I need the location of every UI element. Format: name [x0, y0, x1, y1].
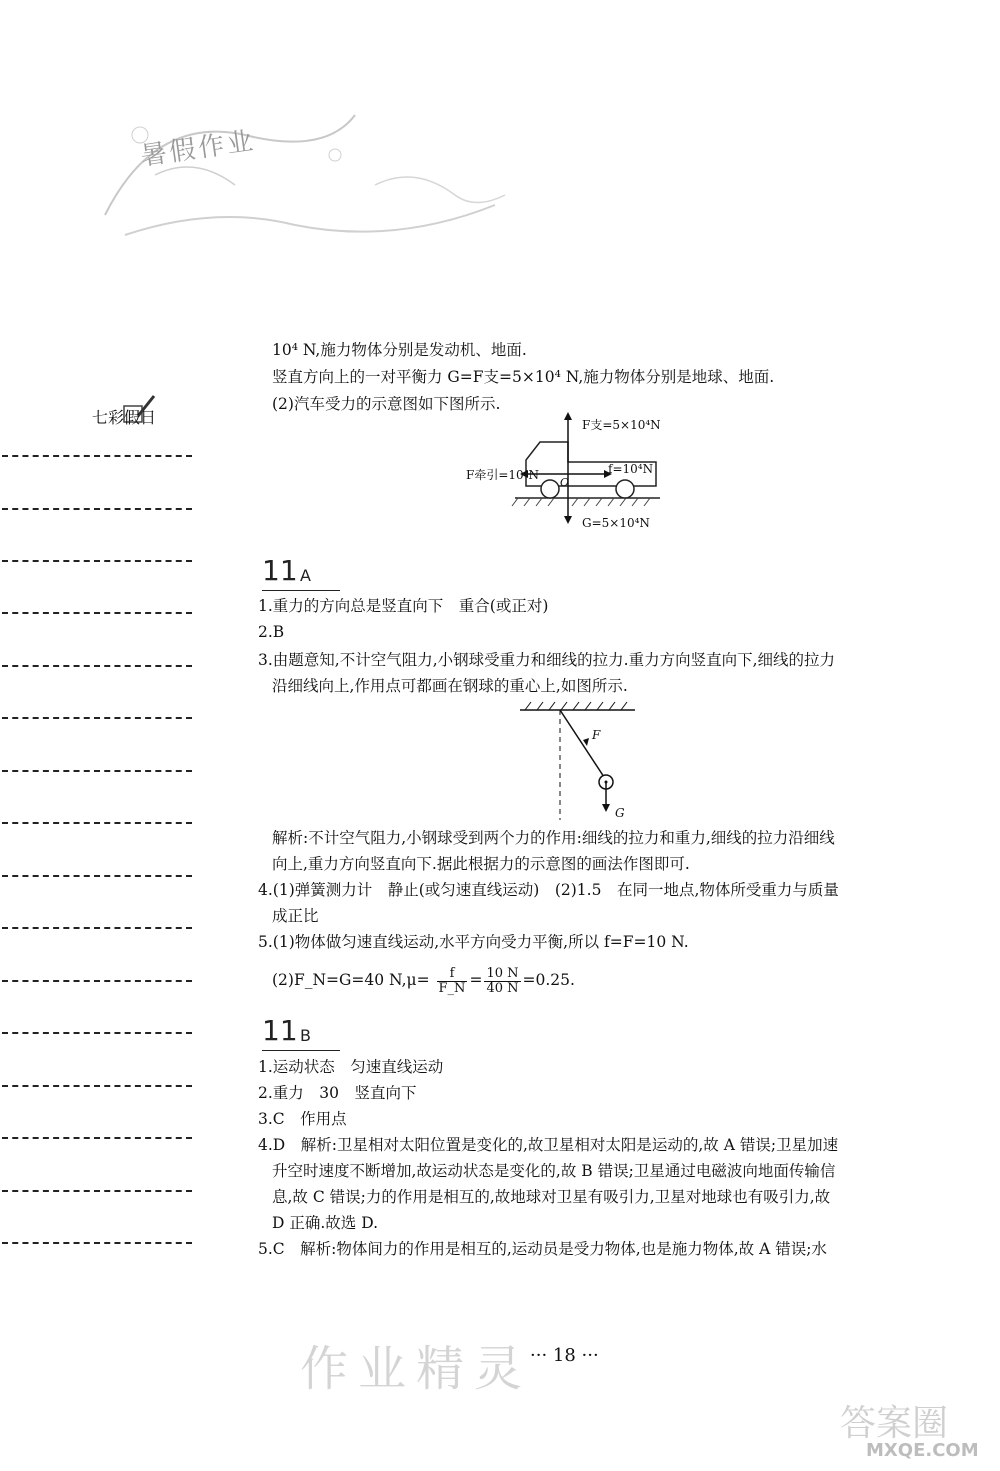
pendulum-diagram: [515, 700, 645, 825]
fraction-denominator: F_N: [438, 980, 466, 996]
answer-line: 4.(1)弹簧测力计 静止(或匀速直线运动) (2)1.5 在同一地点,物体所受重力与质量: [258, 881, 839, 899]
text-line: 竖直方向上的一对平衡力 G=F支=5×10⁴ N,施力物体分别是地球、地面.: [272, 368, 775, 386]
fraction-denominator: 40 N: [486, 980, 519, 996]
answer-line: 5.(1)物体做匀速直线运动,水平方向受力平衡,所以 f=F=10 N.: [258, 933, 689, 951]
section-rule: [262, 590, 340, 591]
label-origin: O: [560, 476, 570, 489]
pendulum-label-G: G: [615, 806, 625, 820]
answer-line: 息,故 C 错误;力的作用是相互的,故地球对卫星有吸引力,卫星对地球也有吸引力,故: [272, 1188, 831, 1206]
answer-line: 2.B: [258, 623, 285, 641]
text-line: 10⁴ N,施力物体分别是发动机、地面.: [272, 341, 527, 359]
notes-line: [2, 1137, 192, 1139]
fraction-numerator: 10 N: [486, 965, 519, 981]
formula-line: (2)F_N=G=40 N,μ= $\frac{f}{F\_N}$ = $\frac{10 N}{40 N}$ =0.25.: [272, 965, 575, 996]
banner-title: 暑假作业: [138, 126, 258, 172]
formula-prefix: (2)F_N=G=40 N,μ=: [272, 971, 430, 989]
notes-line: [2, 455, 192, 457]
watermark-url: MXQE.COM: [866, 1440, 979, 1461]
section-number: 11: [262, 554, 298, 587]
answer-line: 4.D 解析:卫星相对太阳位置是变化的,故卫星相对太阳是运动的,故 A 错误;卫星加速: [258, 1136, 839, 1154]
answer-line: 3.C 作用点: [258, 1110, 347, 1128]
label-traction: F牵引=10⁴N: [466, 468, 539, 482]
section-a-heading: [262, 552, 342, 592]
page-number: ··· 18 ···: [530, 1345, 599, 1366]
answer-line: D 正确.故选 D.: [272, 1214, 379, 1232]
analysis-line: 解析:不计空气阻力,小钢球受到两个力的作用:细线的拉力和重力,细线的拉力沿细线: [272, 829, 835, 847]
notes-line: [2, 822, 192, 824]
notes-line: [2, 1085, 192, 1087]
notes-line: [2, 980, 192, 982]
section-rule: [262, 1050, 340, 1051]
notes-line: [2, 927, 192, 929]
notes-line: [2, 612, 192, 614]
notes-line: [2, 717, 192, 719]
answer-line: 沿细线向上,作用点可都画在钢球的重心上,如图所示.: [272, 677, 628, 695]
answer-line: 成正比: [272, 907, 319, 925]
answer-line: 1.运动状态 匀速直线运动: [258, 1058, 444, 1076]
answer-line: 2.重力 30 竖直向下: [258, 1084, 417, 1102]
answer-line: 3.由题意知,不计空气阻力,小钢球受重力和细线的拉力.重力方向竖直向下,细线的拉力: [258, 651, 835, 669]
section-b-heading: [262, 1012, 342, 1052]
notes-line: [2, 1190, 192, 1192]
text-line: (2)汽车受力的示意图如下图所示.: [272, 395, 501, 413]
section-letter: B: [300, 1026, 311, 1045]
label-friction: f=10⁴N: [608, 462, 654, 476]
fraction: [484, 967, 520, 996]
label-gravity: G=5×10⁴N: [582, 516, 650, 530]
notes-line: [2, 770, 192, 772]
answer-line: 升空时速度不断增加,故运动状态是变化的,故 B 错误;卫星通过电磁波向地面传输信: [272, 1162, 836, 1180]
notes-line: [2, 875, 192, 877]
banner-ornament-icon: [95, 95, 515, 265]
section-number: 11: [262, 1014, 298, 1047]
pendulum-label-F: F: [592, 728, 601, 742]
notes-line: [2, 1242, 192, 1244]
section-letter: A: [300, 566, 311, 585]
answer-line: 1.重力的方向总是竖直向下 重合(或正对): [258, 597, 549, 615]
notes-line: [2, 665, 192, 667]
label-support: F支=5×10⁴N: [582, 418, 661, 432]
watermark-left: 作业精灵: [300, 1341, 533, 1397]
sidebar-label: 七彩假日: [92, 408, 157, 427]
answer-line: 5.C 解析:物体间力的作用是相互的,运动员是受力物体,也是施力物体,故 A 错误;水: [258, 1240, 827, 1258]
formula-suffix: =0.25.: [522, 971, 575, 989]
analysis-line: 向上,重力方向竖直向下.据此根据力的示意图的画法作图即可.: [272, 855, 690, 873]
fraction: [437, 967, 468, 996]
fraction-numerator: f: [437, 967, 468, 982]
watermark-right: 答案圈: [840, 1403, 949, 1444]
notes-line: [2, 508, 192, 510]
notes-line: [2, 560, 192, 562]
notes-line: [2, 1032, 192, 1034]
header-banner: [95, 95, 515, 265]
